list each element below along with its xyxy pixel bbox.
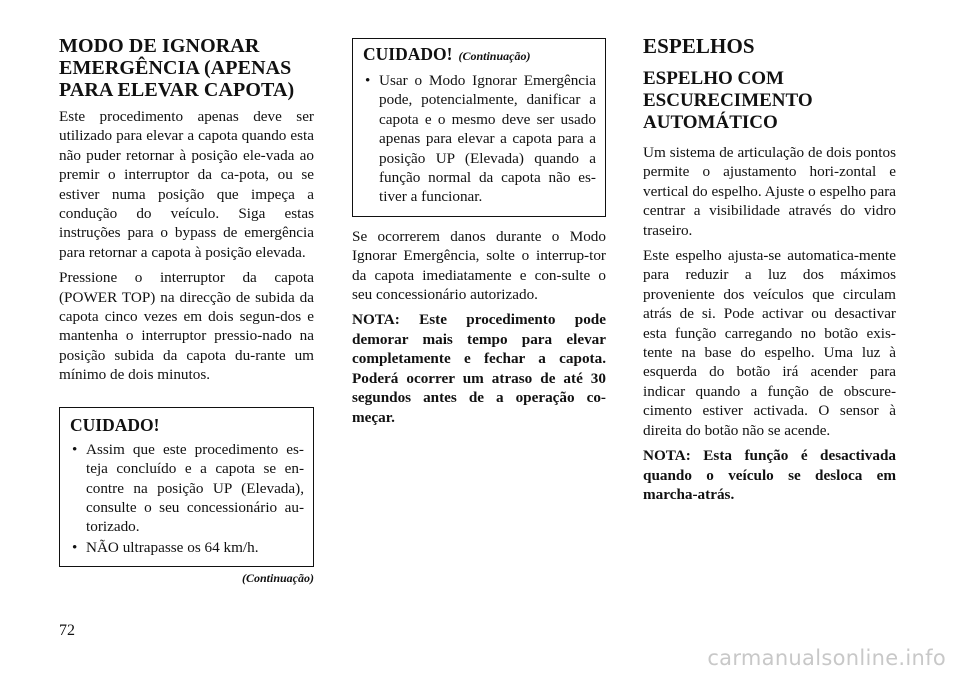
note-paragraph: NOTA: Esta função é desactivada quando o veículo se desloca em marcha-atrás. xyxy=(643,447,896,503)
body-paragraph: Pressione o interruptor da capota (POWER TOP) na direcção de subida da capota cinco vezes em dois segun-dos e mantenha o interruptor pressio-nado na posição subida da capota du-rante um mínimo de dois minutos. xyxy=(59,269,314,384)
column-middle xyxy=(352,38,606,433)
caution-title: CUIDADO! (Continuação) xyxy=(363,44,531,64)
body-paragraph: Um sistema de articulação de dois pontos permite o ajustamento hori-zontal e vertical do espelho. Ajuste o espelho para centrar a visibilidade através do vidro traseiro. xyxy=(643,144,896,239)
section-heading-emergency-mode: MODO DE IGNORAR EMERGÊNCIA (APENAS PARA ELEVAR CAPOTA) xyxy=(59,35,295,101)
caution-title: CUIDADO! xyxy=(70,414,160,435)
bullet-icon: • xyxy=(72,538,78,556)
column-left xyxy=(59,30,314,586)
subheading-auto-dimming-mirror: ESPELHO COM ESCURECIMENTO AUTOMÁTICO xyxy=(643,68,813,133)
continued-label: (Continuação) xyxy=(458,49,531,63)
body-paragraph: Este procedimento apenas deve ser utilizado para elevar a capota quando esta não puder retornar à posição ele-vada ao premir o interruptor da ca-pota, ou se estiver numa posição que impeça a condução do veículo. Siga estas instruções para o bypass de emergência para retornar a capota à posição elevada. xyxy=(59,108,314,261)
section-heading-mirrors: ESPELHOS xyxy=(643,34,755,58)
caution-box xyxy=(59,407,314,567)
page-number: 72 xyxy=(59,622,75,639)
bullet-icon: • xyxy=(72,440,78,458)
body-paragraph: Se ocorrerem danos durante o Modo Ignorar Emergência, solte o interrup-tor da capota imediatamente e con-sulte o seu concessionário autorizado. xyxy=(352,227,606,304)
caution-list xyxy=(70,440,304,557)
bullet-icon: • xyxy=(365,72,371,89)
watermark: carmanualsonline.info xyxy=(707,646,946,670)
caution-list xyxy=(363,71,596,207)
continued-label: (Continuação) xyxy=(241,571,314,586)
column-right xyxy=(643,30,896,510)
body-paragraph: Este espelho ajusta-se automatica-mente para reduzir a luz dos máximos proveniente dos veículos que circulam atrás de si. Pode activar ou desactivar esta função carregando no botão exis-tente na base do espelho. Uma luz à esquerda do botão irá acender para indicar quando a função de obscure-cimento estiver activada. O sensor à direita do botão não se acende. xyxy=(643,247,896,439)
caution-item: • NÃO ultrapasse os 64 km/h. xyxy=(72,538,259,556)
caution-item: • Usar o Modo Ignorar Emergência pode, potencialmente, danificar a capota e o mesmo deve ser usado apenas para elevar a capota para a posição UP (Elevada) quando a função normal da capota não es-tiver a funcionar. xyxy=(365,72,596,206)
caution-item: • Assim que este procedimento es-teja concluído e a capota se en-contre na posição UP (Elevada), consulte o seu concessionário au-torizado. xyxy=(72,440,304,536)
caution-box-continued xyxy=(352,38,606,217)
note-paragraph: NOTA: Este procedimento pode demorar mais tempo para elevar completamente e fechar a capota. Poderá ocorrer um atraso de até 30 segundos antes de a operação co-meçar. xyxy=(352,311,606,426)
